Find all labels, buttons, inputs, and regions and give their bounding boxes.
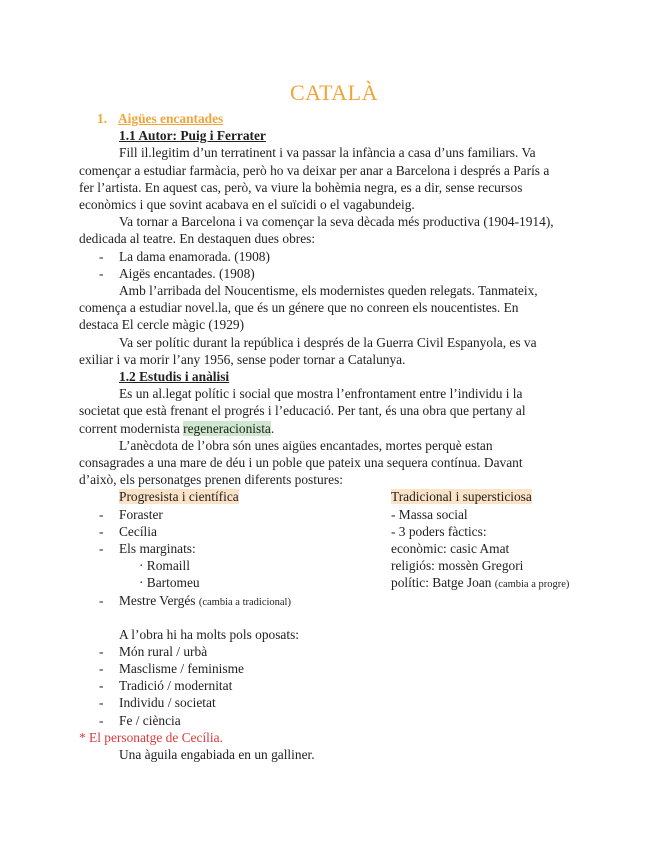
author-p3-line: destaca El cercle màgic (1929) [79, 317, 245, 333]
bullet-dash: - [99, 695, 104, 711]
document-body [79, 110, 591, 763]
work-text: Aigës encantades. (1908) [119, 265, 255, 281]
author-p4-line: Va ser polític durant la república i després de la Guerra Civil Espanyola, es va [119, 334, 537, 350]
cecilia-note: * El personatge de Cecília. [79, 729, 223, 745]
studies-p1-line: Es un al.legat polític i social que mostra l’enfrontament entre l’individu i la [119, 386, 523, 402]
right-column-traditional [391, 488, 611, 593]
opposites-intro: A l’obra hi ha molts pols oposats: [119, 626, 300, 642]
list-item-opposite [79, 712, 591, 729]
list-item-character [79, 540, 389, 557]
left-column-heading [79, 488, 389, 505]
studies-p2-line: d’això, els personatges prenen diferents postures: [79, 472, 344, 488]
right-column-line-text: polític: Batge Joan [391, 575, 492, 591]
bullet-dash: - [99, 506, 104, 522]
section-heading-aigues [79, 110, 591, 127]
list-item-character [79, 506, 389, 523]
opposite-text: Món rural / urbà [119, 643, 208, 659]
studies-p1-suffix: . [270, 420, 275, 436]
bullet-dash: - [99, 661, 104, 677]
author-p4-line: exiliar i va morir l’any 1956, sense poder tornar a Catalunya. [79, 351, 406, 367]
section-heading-text: Aigües encantades [118, 111, 224, 126]
bullet-dash: - [99, 541, 104, 557]
bullet-dash: - [99, 678, 104, 694]
cecilia-text: Una àguila engabiada en un galliner. [119, 747, 315, 763]
right-column-line [391, 574, 611, 593]
studies-p2-line: consagrades a una mare de déu i un poble que pateix una sequera contínua. Davant [79, 455, 523, 471]
studies-p2-line: L’anècdota de l’obra són unes aigües encantades, mortes perquè estan [119, 437, 493, 453]
list-subitem: · Bartomeu [139, 575, 200, 591]
author-p3-line: Amb l’arribada del Noucentisme, els modernistes queden relegats. Tanmateix, [119, 283, 538, 299]
subsection-heading-studies: 1.2 Estudis i anàlisi [119, 369, 230, 385]
postures-columns [79, 488, 591, 608]
opposite-text: Masclisme / feminisme [119, 661, 244, 677]
list-item-opposite [79, 677, 591, 694]
author-p1-line: econòmics i que sovint acabava en el suïcidi o el vagabundeig. [79, 197, 415, 213]
author-p2-line: Va tornar a Barcelona i va començar la seva dècada més productiva (1904-1914), [119, 214, 554, 230]
author-p3-line: comença a estudiar novel.la, que és un génere que no conreen els noucentistes. En [79, 300, 519, 316]
section-number: 1. [97, 111, 108, 126]
right-column-line: - Massa social [391, 506, 468, 522]
opposite-text: Fe / ciència [119, 712, 181, 728]
left-column-progressive [79, 488, 389, 610]
right-column-line: religiós: mossèn Gregori [391, 558, 524, 574]
right-column-heading-text: Tradicional i supersticiosa [391, 489, 532, 505]
spacer [79, 608, 591, 625]
opposite-text: Tradició / modernitat [119, 678, 233, 694]
list-item-work [79, 265, 591, 282]
bullet-dash: - [99, 712, 104, 728]
list-item-work [79, 248, 591, 265]
list-item-opposite [79, 660, 591, 677]
character-text: Mestre Vergés [119, 592, 196, 608]
opposite-text: Individu / societat [119, 695, 216, 711]
character-text: Cecília [119, 523, 157, 539]
bullet-dash: - [99, 523, 104, 539]
list-item-opposite [79, 694, 591, 711]
left-column-heading-text: Progresista i científica [119, 489, 239, 505]
list-item-opposite [79, 643, 591, 660]
work-text: La dama enamorada. (1908) [119, 248, 270, 264]
right-column-line: econòmic: casic Amat [391, 541, 510, 557]
author-p1-line: començar a estudiar farmàcia, però ho va deixar per anar a Barcelona i després a París a [79, 162, 550, 178]
bullet-dash: - [99, 265, 104, 281]
character-text: Foraster [119, 506, 163, 522]
studies-p1-prefix: corrent modernista [79, 420, 184, 436]
author-p2-line: dedicada al teatre. En destaquen dues obres: [79, 231, 316, 247]
character-text: Els marginats: [119, 541, 196, 557]
studies-p1-line [79, 420, 591, 437]
character-note: (cambia a tradicional) [198, 596, 291, 608]
subsection-heading-author: 1.1 Autor: Puig i Ferrater [119, 128, 266, 144]
author-p1-line: Fill il.legitim d’un terratinent i va passar la infància a casa d’uns familiars. Va [119, 145, 536, 161]
bullet-dash: - [99, 643, 104, 659]
highlight-regeneracionista: regeneracionista [183, 420, 271, 436]
list-item-character [79, 523, 389, 540]
bullet-dash: - [99, 592, 104, 608]
right-column-line: - 3 poders fàctics: [391, 523, 487, 539]
right-column-note: (cambia a progre) [494, 579, 570, 591]
bullet-dash: - [99, 248, 104, 264]
list-item-character [79, 592, 389, 611]
studies-p1-line: societat que està frenant el progrés i l’educació. Per tant, és una obra que pertany al [79, 403, 526, 419]
right-column-heading [391, 488, 611, 505]
author-p1-line: fer l’artista. En aquest cas, però, va viure la bohèmia negra, es a dir, sense recursos [79, 179, 523, 195]
page-title: CATALÀ [289, 80, 378, 105]
list-subitem: · Romaill [139, 558, 190, 574]
